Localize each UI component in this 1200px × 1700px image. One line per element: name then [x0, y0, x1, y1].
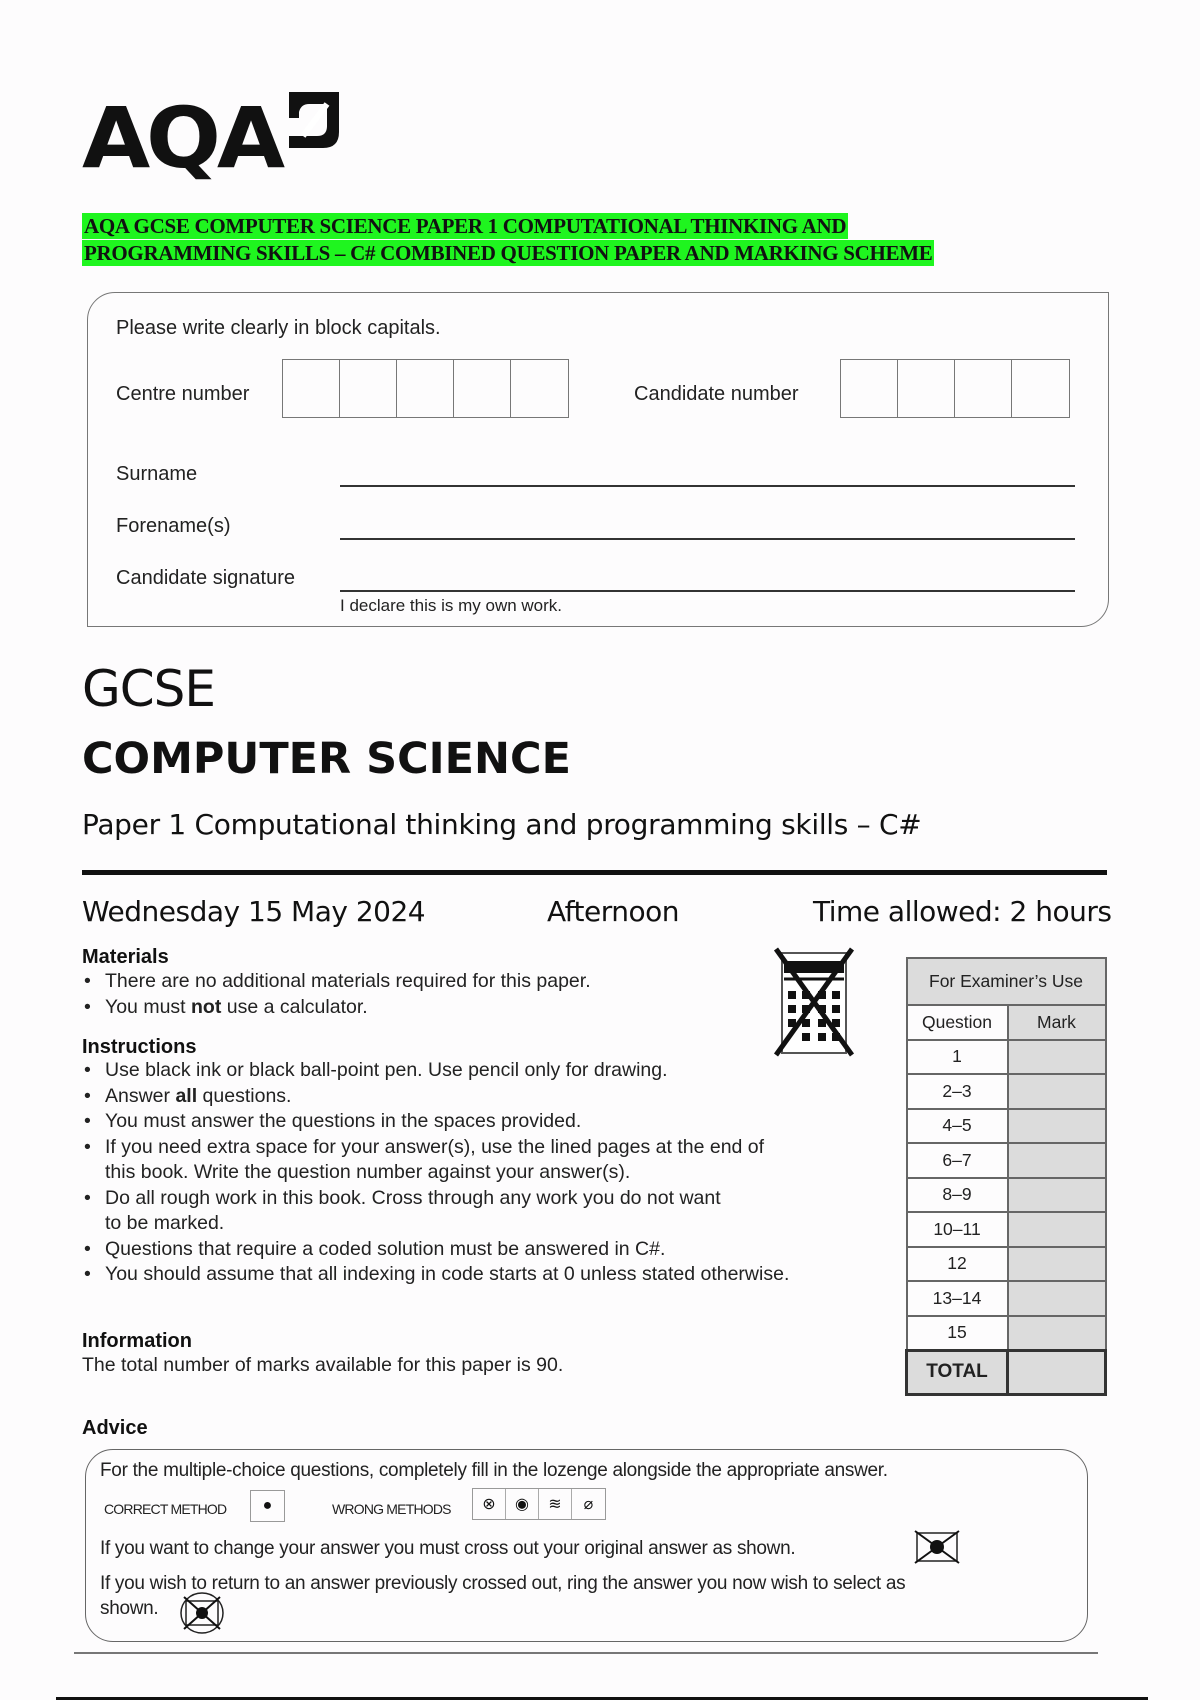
examiner-table-row: [907, 1143, 1106, 1178]
block-capitals-instruction: Please write clearly in block capitals.: [116, 317, 441, 339]
signature-label: Candidate signature: [116, 567, 296, 589]
mark-cell: [1008, 1143, 1106, 1178]
correct-method-label: CORRECT METHOD: [104, 1501, 227, 1517]
instruction-item: • Do all rough work in this book. Cross through any work you do not want to be marked.: [82, 1186, 789, 1237]
level-title: GCSE: [82, 660, 215, 718]
exam-session: Afternoon: [547, 895, 679, 928]
candidate-number-input[interactable]: [840, 359, 1070, 418]
total-mark-cell: [1008, 1350, 1106, 1394]
examiner-table-row: [907, 1109, 1106, 1144]
question-number: 2–3: [907, 1074, 1008, 1109]
title-rule: [82, 870, 1107, 875]
centre-number-input[interactable]: [282, 359, 569, 418]
crossed-out-lozenge-icon: [913, 1529, 961, 1565]
examiner-table-row: [907, 1212, 1106, 1247]
materials-list: [82, 969, 591, 1020]
advice-change-answer-text: If you want to change your answer you must cross out your original answer as shown.: [100, 1538, 796, 1559]
surname-label: Surname: [116, 463, 198, 485]
instruction-item: • Questions that require a coded solution must be answered in C#.: [82, 1237, 789, 1263]
candidate-details-box: [87, 292, 1109, 627]
ringed-lozenge-icon: [178, 1591, 226, 1635]
materials-item: • There are no additional materials required for this paper.: [82, 969, 591, 995]
wrong-methods-lozenges-icon: ⊗ ◉ ≋ ⌀: [472, 1488, 606, 1520]
mark-cell: [1008, 1074, 1106, 1109]
time-allowed: Time allowed: 2 hours: [813, 895, 1112, 928]
information-heading: Information: [82, 1330, 192, 1352]
total-label: TOTAL: [907, 1350, 1008, 1394]
question-number: 6–7: [907, 1143, 1008, 1178]
signature-field[interactable]: [340, 590, 1075, 592]
instruction-item: • Answer all questions.: [82, 1084, 789, 1110]
aqa-logo-mark-icon: [287, 92, 339, 148]
mark-cell: [1008, 1040, 1106, 1075]
question-number: 12: [907, 1247, 1008, 1282]
advice-heading: Advice: [82, 1417, 148, 1439]
banner-line-1: AQA GCSE COMPUTER SCIENCE PAPER 1 COMPUTATIONAL THINKING AND: [84, 214, 847, 238]
advice-return-answer-text: If you wish to return to an answer previously crossed out, ring the answer you now wish to select as: [100, 1573, 906, 1594]
advice-return-answer-text-cont: shown.: [100, 1598, 159, 1619]
materials-item: • You must not use a calculator.: [82, 995, 591, 1021]
examiner-table-row: [907, 1178, 1106, 1213]
information-text: The total number of marks available for this paper is 90.: [82, 1354, 564, 1376]
wrong-methods-label: WRONG METHODS: [332, 1501, 451, 1517]
examiner-table-row: [907, 1074, 1106, 1109]
advice-multiple-choice-text: For the multiple-choice questions, completely fill in the lozenge alongside the appropriate answer.: [100, 1460, 888, 1481]
examiners-use-table: [905, 957, 1107, 1396]
instruction-item: • You should assume that all indexing in code starts at 0 unless stated otherwise.: [82, 1262, 789, 1288]
centre-number-label: Centre number: [116, 383, 250, 405]
examiner-table-row: [907, 1281, 1106, 1316]
aqa-logo: AQA: [82, 92, 342, 184]
exam-date: Wednesday 15 May 2024: [82, 895, 426, 928]
instructions-heading: Instructions: [82, 1036, 197, 1058]
mark-cell: [1008, 1247, 1106, 1282]
advice-box: [85, 1449, 1088, 1642]
paper-title: Paper 1 Computational thinking and programming skills – C#: [82, 808, 922, 841]
mark-cell: [1008, 1212, 1106, 1247]
subject-title: COMPUTER SCIENCE: [82, 734, 571, 784]
instruction-item: • You must answer the questions in the spaces provided.: [82, 1109, 789, 1135]
mark-column-header: Mark: [1008, 1005, 1106, 1040]
correct-method-lozenge-icon: ●: [250, 1490, 285, 1522]
question-column-header: Question: [907, 1005, 1008, 1040]
examiner-table-row: [907, 1247, 1106, 1282]
instructions-list: [82, 1058, 789, 1288]
question-number: 15: [907, 1316, 1008, 1351]
candidate-number-label: Candidate number: [634, 383, 799, 405]
mark-cell: [1008, 1316, 1106, 1351]
question-number: 4–5: [907, 1109, 1008, 1144]
banner-line-2: PROGRAMMING SKILLS – C# COMBINED QUESTION PAPER AND MARKING SCHEME: [84, 241, 933, 265]
forename-label: Forename(s): [116, 515, 231, 537]
question-number: 13–14: [907, 1281, 1008, 1316]
examiner-table-row: [907, 1040, 1106, 1075]
examiner-table-row: [907, 1316, 1106, 1351]
mark-cell: [1008, 1178, 1106, 1213]
examiner-table-title: For Examiner’s Use: [907, 958, 1106, 1005]
surname-field[interactable]: [340, 485, 1075, 487]
question-number: 10–11: [907, 1212, 1008, 1247]
forename-field[interactable]: [340, 538, 1075, 540]
materials-heading: Materials: [82, 946, 169, 968]
no-calculator-icon: [772, 947, 856, 1059]
question-number: 1: [907, 1040, 1008, 1075]
instruction-item: • If you need extra space for your answer(s), use the lined pages at the end of this book. Write the question number against your answer(s).: [82, 1135, 789, 1186]
instruction-item: • Use black ink or black ball-point pen. Use pencil only for drawing.: [82, 1058, 789, 1084]
question-number: 8–9: [907, 1178, 1008, 1213]
mark-cell: [1008, 1109, 1106, 1144]
mark-cell: [1008, 1281, 1106, 1316]
footer-rule: [74, 1652, 1098, 1654]
declaration-text: I declare this is my own work.: [340, 596, 563, 615]
